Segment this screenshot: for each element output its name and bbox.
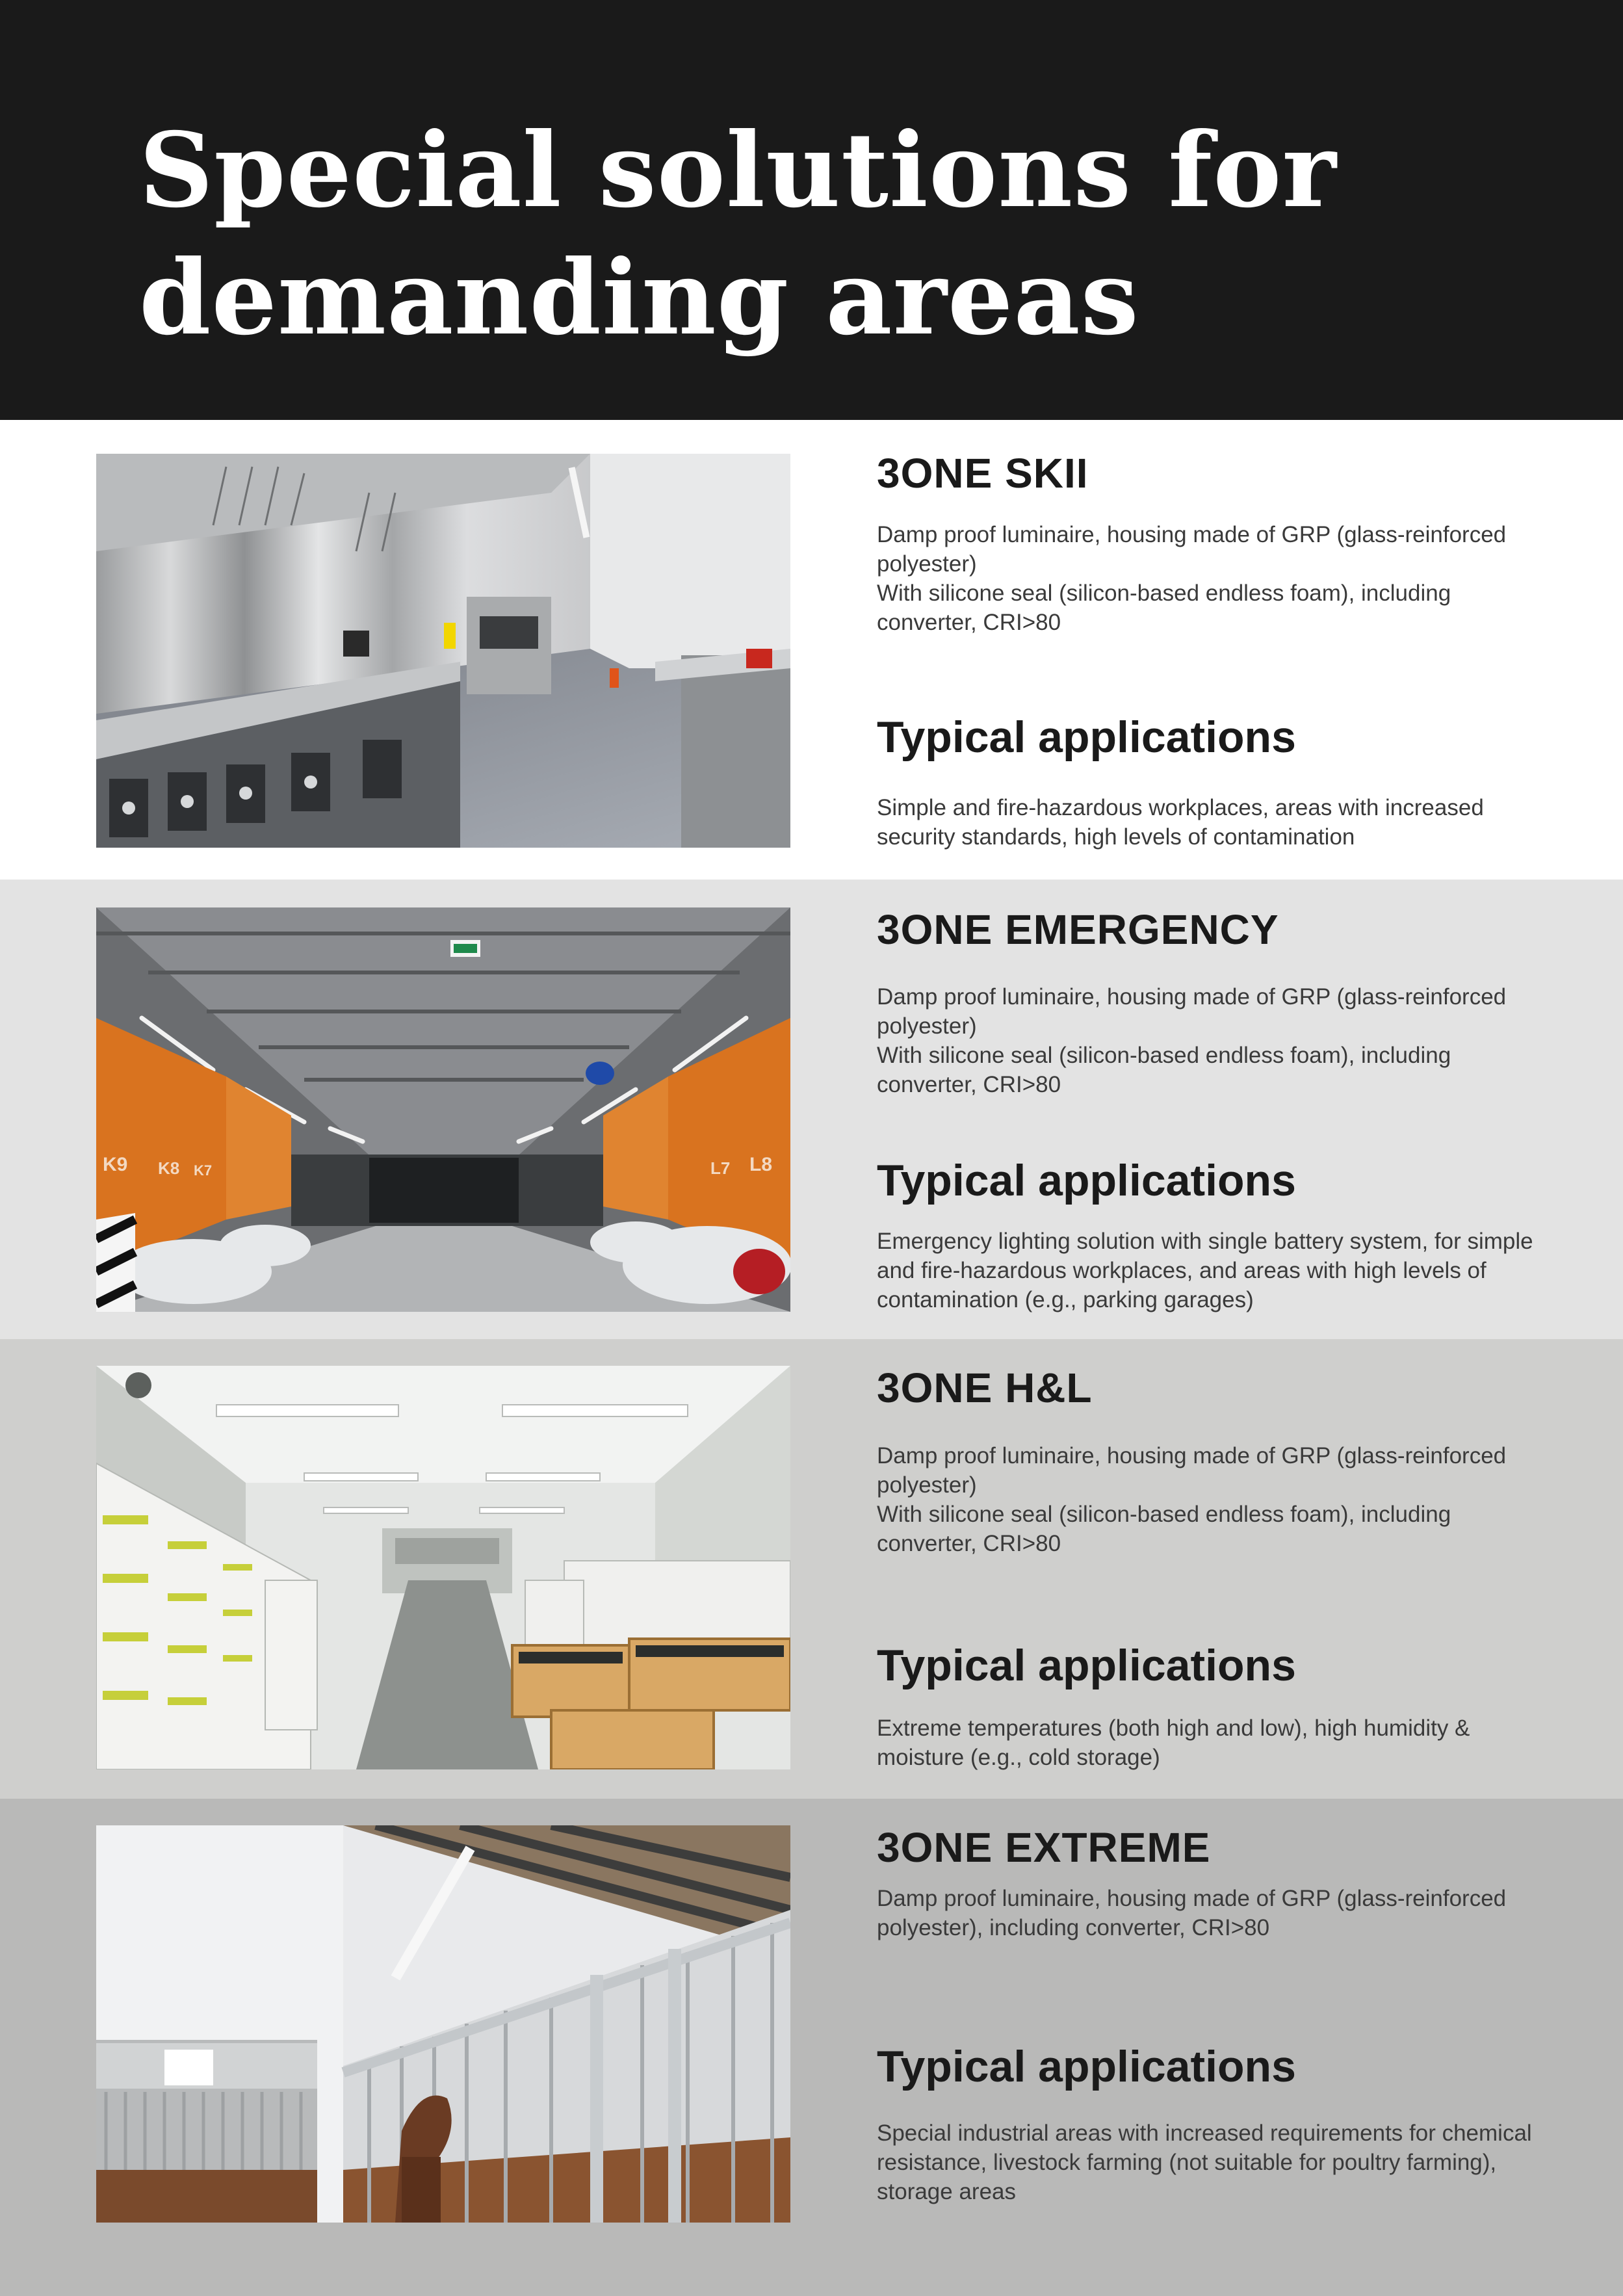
product-text-skii: [877, 420, 1540, 880]
garage-space-label: K9: [103, 1154, 128, 1175]
product-section-emergency: [0, 880, 1623, 1339]
applications-heading: Typical applications: [877, 2042, 1296, 2091]
garage-space-label: L8: [749, 1154, 773, 1175]
applications-text: Extreme temperatures (both high and low), high humidity & moisture (e.g., cold storage): [877, 1715, 1470, 1770]
product-section-hl: [0, 1339, 1623, 1799]
applications-text: Simple and fire-hazardous workplaces, areas with increased security standards, high levels of contamination: [877, 795, 1484, 850]
description-line: With silicone seal (silicon-based endless foam), including converter, CRI>80: [877, 581, 1451, 635]
description-line: Damp proof luminaire, housing made of GRP (glass-reinforced polyester): [877, 1443, 1507, 1498]
description-line: Damp proof luminaire, housing made of GRP (glass-reinforced polyester): [877, 522, 1507, 577]
parking-garage-photo: [96, 907, 790, 1312]
applications-heading: Typical applications: [877, 1641, 1296, 1690]
applications-text: Special industrial areas with increased requirements for chemical resistance, livestock farming (not suitable for poultry farming), storage areas: [877, 2120, 1532, 2204]
page-header: [0, 0, 1623, 420]
product-description: [877, 520, 1540, 637]
product-text-extreme: [877, 1799, 1540, 2296]
product-description: [877, 982, 1540, 1099]
product-text-emergency: [877, 880, 1540, 1339]
cold-storage-photo: [96, 1366, 790, 1769]
garage-space-label: K8: [158, 1158, 180, 1178]
page-title: [139, 107, 1504, 362]
product-title: 3ONE H&L: [877, 1364, 1093, 1411]
description-line: Damp proof luminaire, housing made of GRP (glass-reinforced polyester), including converter, CRI>80: [877, 1886, 1507, 1940]
product-description: [877, 1441, 1540, 1558]
product-section-skii: [0, 420, 1623, 880]
applications-text: Emergency lighting solution with single battery system, for simple and fire-hazardous workplaces, and areas with high levels of contamination (e.g., parking garages): [877, 1229, 1533, 1312]
garage-space-label: L7: [710, 1158, 731, 1178]
applications-heading: Typical applications: [877, 712, 1296, 762]
product-section-extreme: [0, 1799, 1623, 2296]
product-title: 3ONE EXTREME: [877, 1824, 1211, 1871]
description-line: With silicone seal (silicon-based endless foam), including converter, CRI>80: [877, 1043, 1451, 1097]
applications-heading: Typical applications: [877, 1156, 1296, 1205]
page-title-line-2: demanding areas: [139, 238, 1139, 358]
stable-photo: [96, 1825, 790, 2223]
product-description: [877, 1884, 1540, 1942]
product-title: 3ONE SKII: [877, 450, 1089, 497]
product-text-hl: [877, 1339, 1540, 1799]
page-title-line-1: Special solutions for: [139, 111, 1337, 231]
kitchen-photo: [96, 454, 790, 848]
description-line: Damp proof luminaire, housing made of GRP (glass-reinforced polyester): [877, 984, 1507, 1039]
description-line: With silicone seal (silicon-based endless foam), including converter, CRI>80: [877, 1502, 1451, 1556]
garage-space-label: K7: [194, 1162, 213, 1179]
product-title: 3ONE EMERGENCY: [877, 906, 1279, 953]
